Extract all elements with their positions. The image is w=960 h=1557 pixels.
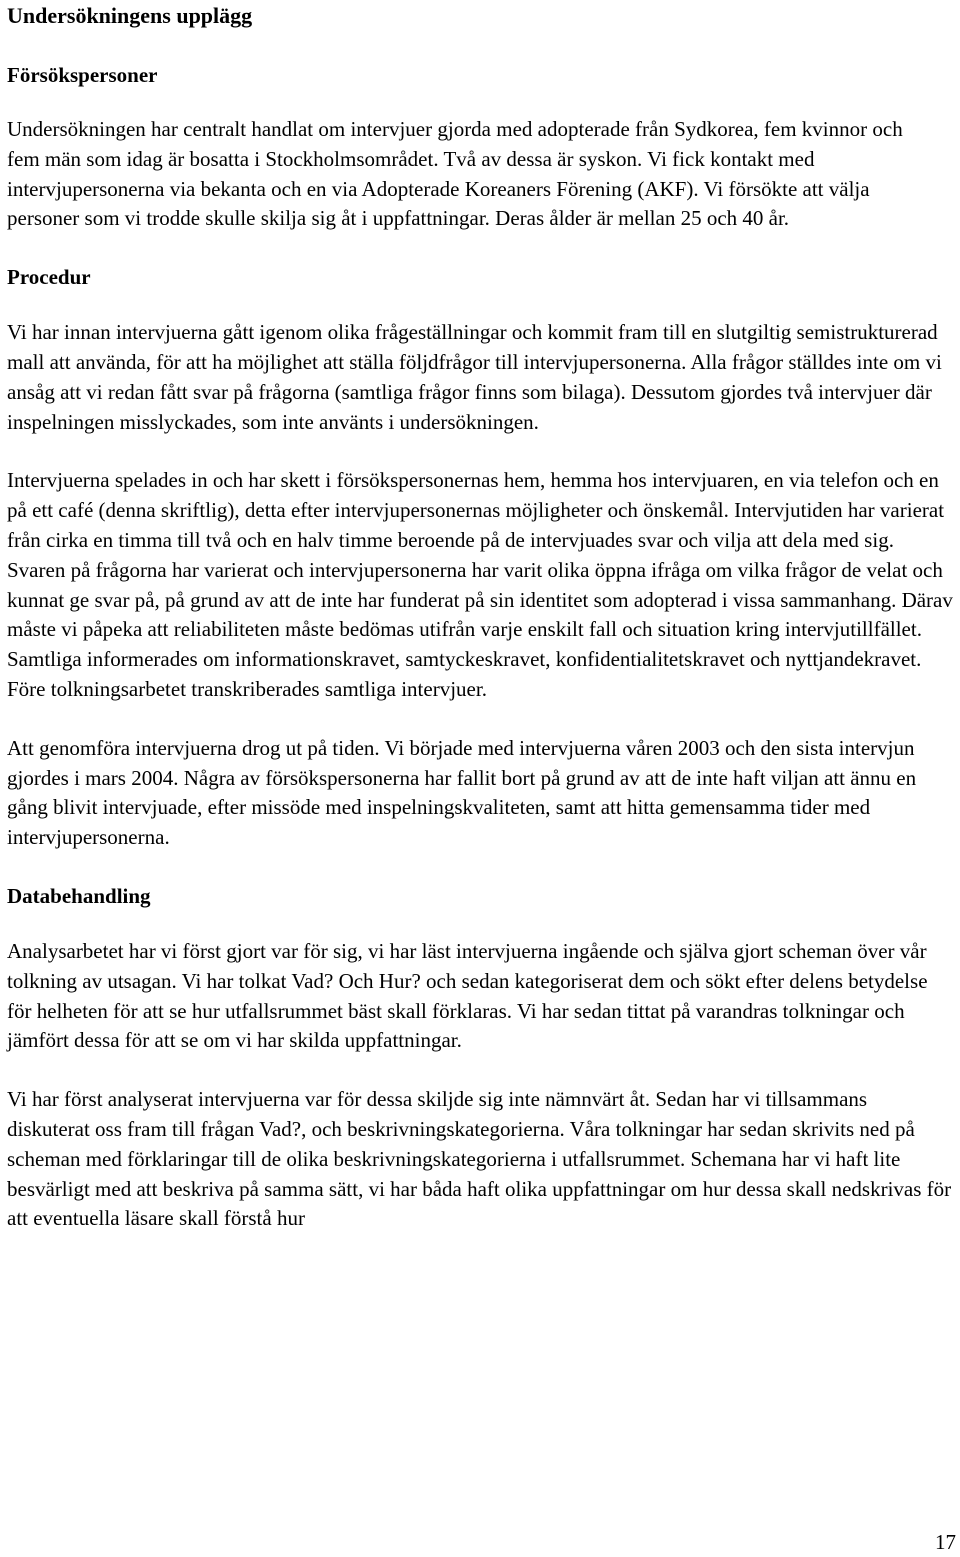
page-title: Undersökningens upplägg	[7, 3, 253, 28]
paragraph: Analysarbetet har vi först gjort var för sig, vi har läst intervjuerna ingående och själva gjort scheman över vår tolkning av utsagan. Vi har tolkat Vad? Och Hur? och sedan kategoriserat dem och sökt efter delens betydelse för helheten för att se hur utfallsrummet bäst skall förklaras. Vi har sedan tittat på varandras tolkningar och jämfört dessa för att se om vi har skilda uppfattningar.	[7, 938, 928, 1053]
section-heading-forsokspersoner: Försökspersoner	[7, 63, 158, 87]
document-page	[7, 0, 953, 1234]
paragraph: Vi har först analyserat intervjuerna var för dessa skiljde sig inte nämnvärt åt. Sedan har vi tillsammans diskuterat oss fram till frågan Vad?, och beskrivningskategorierna. Våra tolkningar har sedan skrivits ned på scheman med förklaringar till de olika beskrivningskategorierna i utfallsrummet. Schemana har vi haft lite besvärligt med att beskriva på samma sätt, vi har båda haft olika uppfattningar om hur dessa skall nedskrivas för att eventuella läsare skall förstå hur	[7, 1087, 952, 1231]
paragraph: Att genomföra intervjuerna drog ut på tiden. Vi började med intervjuerna våren 2003 och den sista intervjun gjordes i mars 2004. Några av försökspersonerna har fallit bort på grund av att de inte haft viljan att ännu en gång blivit intervjuade, efter missöde med inspelningskvaliteten, samt att hitta gemensamma tider med intervjupersonerna.	[7, 735, 917, 850]
paragraph: Intervjuerna spelades in och har skett i försökspersonernas hem, hemma hos intervjuaren, en via telefon och en på ett café (denna skriftlig), detta efter intervjupersonernas möjligheter och önskemål. Intervjutiden har varierat från cirka en timma till två och en halv timme beroende på de intervjuades svar och vilja att dela med sig. Svaren på frågorna har varierat och intervjupersonerna har varit olika öppna ifråga om vilka frågor de velat och kunnat ge svar på, på grund av att de inte har funderat på sin identitet som adopterad i vissa sammanhang. Därav måste vi påpeka att reliabiliteten måste bedömas utifrån varje enskilt fall och situation kring intervjutillfället. Samtliga informerades om informationskravet, samtyckeskravet, konfidentialitetskravet och nyttjandekravet. Före tolkningsarbetet transkriberades samtliga intervjuer.	[7, 468, 953, 701]
section-heading-procedur: Procedur	[7, 265, 91, 290]
page-number: 17	[935, 1530, 956, 1554]
paragraph: Undersökningen har centralt handlat om intervjuer gjorda med adopterade från Sydkorea, fem kvinnor och fem män som idag är bosatta i Stockholmsområdet. Två av dessa är syskon. Vi fick kontakt med intervjupersonerna via bekanta och en via Adopterade Koreaners Förening (AKF). Vi försökte att välja personer som vi trodde skulle skilja sig åt i uppfattningar. Deras ålder är mellan 25 och 40 år.	[7, 117, 903, 231]
section-heading-databehandling: Databehandling	[7, 883, 151, 908]
paragraph: Vi har innan intervjuerna gått igenom olika frågeställningar och kommit fram till en slutgiltig semistrukturerad mall att använda, för att ha möjlighet att ställa följdfrågor till intervjupersonerna. Alla frågor ställdes inte om vi ansåg att vi redan fått svar på frågorna (samtliga frågor finns som bilaga). Dessutom gjordes två intervjuer där inspelningen misslyckades, som inte använts i undersökningen.	[7, 320, 942, 434]
